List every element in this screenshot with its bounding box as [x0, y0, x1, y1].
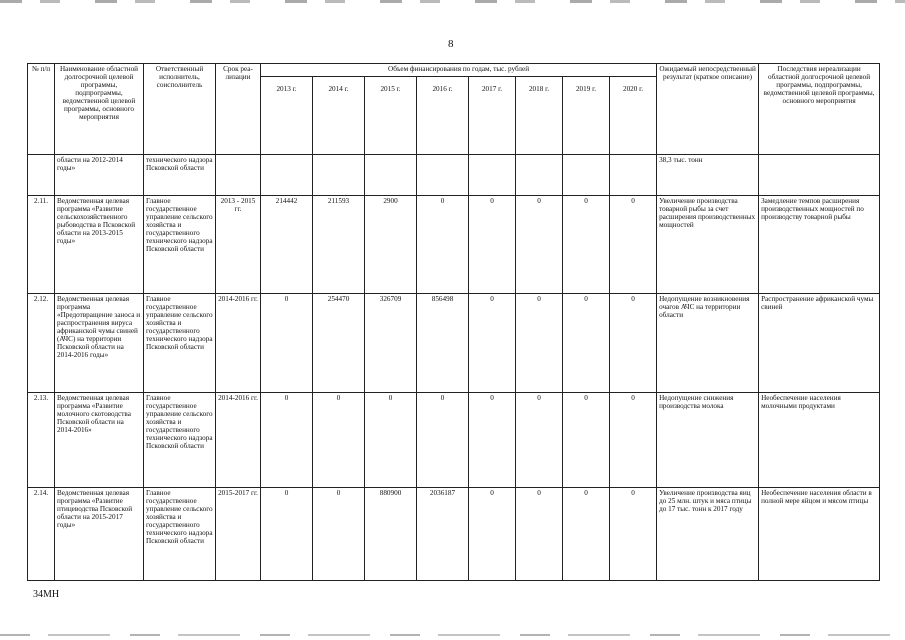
scan-artifact-bottom	[0, 634, 905, 636]
cell-value	[365, 155, 417, 196]
page-number: 8	[448, 38, 454, 50]
cell-value: 0	[469, 294, 516, 393]
cell-value: 2900	[365, 196, 417, 294]
header-year: 2019 г.	[563, 77, 610, 155]
cell-period: 2015-2017 гг.	[216, 488, 261, 581]
cell-value: 0	[610, 393, 657, 488]
cell-value: 2036187	[417, 488, 469, 581]
cell-value	[563, 155, 610, 196]
cell-value	[516, 155, 563, 196]
cell-period: 2014-2016 гг.	[216, 294, 261, 393]
cell-no	[28, 155, 55, 196]
cell-value	[313, 155, 365, 196]
cell-period	[216, 155, 261, 196]
cell-value: 254470	[313, 294, 365, 393]
cell-value: 0	[365, 393, 417, 488]
cell-value: 0	[417, 196, 469, 294]
cell-result: Недопущение возникновения очагов АЧС на территории области	[657, 294, 759, 393]
header-executor: Ответственный исполнитель, соисполнитель	[144, 64, 216, 155]
header-year: 2020 г.	[610, 77, 657, 155]
cell-result: Увеличение производства товарной рыбы за счет расширения производственных мощностей	[657, 196, 759, 294]
header-name: Наименование областной долгосрочной целевой программы, подпрограммы, ведомственной целевой программы, основного мероприятия	[55, 64, 144, 155]
cell-value: 0	[469, 196, 516, 294]
cell-value: 0	[469, 393, 516, 488]
header-consequences: Последствия нереализации областной долгосрочной целевой программы, подпрограммы, ведомственной целевой программы, основного мероприятия	[759, 64, 880, 155]
header-year: 2015 г.	[365, 77, 417, 155]
cell-value	[417, 155, 469, 196]
cell-value: 0	[516, 488, 563, 581]
table-row	[28, 196, 880, 294]
cell-value: 0	[313, 488, 365, 581]
cell-executor: Главное государственное управление сельского хозяйства и государственного технического надзора Псковской области	[144, 488, 216, 581]
cell-no: 2.12.	[28, 294, 55, 393]
cell-value: 0	[261, 294, 313, 393]
cell-executor: Главное государственное управление сельского хозяйства и государственного технического надзора Псковской области	[144, 393, 216, 488]
cell-period: 2013 - 2015 гг.	[216, 196, 261, 294]
header-financing: Объем финансирования по годам, тыс. рублей	[261, 64, 657, 77]
cell-executor: Главное государственное управление сельского хозяйства и государственного технического надзора Псковской области	[144, 294, 216, 393]
table-row-continuation	[28, 155, 880, 196]
scan-artifact-top	[0, 0, 905, 3]
cell-value: 0	[313, 393, 365, 488]
footer-code: 34МН	[33, 589, 60, 600]
cell-value: 856498	[417, 294, 469, 393]
cell-value: 326709	[365, 294, 417, 393]
cell-value	[610, 155, 657, 196]
cell-name: Ведомственная целевая программа «Развитие сельскохозяйственного рыбоводства в Псковской области на 2013-2015 годы»	[55, 196, 144, 294]
cell-value: 880900	[365, 488, 417, 581]
cell-name: Ведомственная целевая программа «Предотвращение заноса и распространения вируса африканской чумы свиней (АЧС) на территории Псковской области на 2014-2016 годы»	[55, 294, 144, 393]
header-year: 2018 г.	[516, 77, 563, 155]
cell-value: 0	[516, 294, 563, 393]
cell-value	[261, 155, 313, 196]
header-period: Срок реа-лизации	[216, 64, 261, 155]
cell-value: 214442	[261, 196, 313, 294]
cell-consequences: Замедление темпов расширения производственных мощностей по производству товарной рыбы	[759, 196, 880, 294]
cell-value: 0	[610, 488, 657, 581]
table-row	[28, 294, 880, 393]
header-result: Ожидаемый непосредственный результат (краткое описание)	[657, 64, 759, 155]
cell-no: 2.11.	[28, 196, 55, 294]
table-row	[28, 488, 880, 581]
financing-table	[27, 63, 880, 581]
cell-value: 0	[261, 488, 313, 581]
cell-executor: технического надзора Псковской области	[144, 155, 216, 196]
cell-value: 0	[516, 393, 563, 488]
header-no: № п/п	[28, 64, 55, 155]
cell-result: 38,3 тыс. тонн	[657, 155, 759, 196]
cell-consequences	[759, 155, 880, 196]
cell-no: 2.13.	[28, 393, 55, 488]
table-row	[28, 393, 880, 488]
cell-consequences: Необеспечение населения области в полной мере яйцом и мясом птицы	[759, 488, 880, 581]
header-year: 2016 г.	[417, 77, 469, 155]
cell-value: 0	[610, 294, 657, 393]
cell-name: Ведомственная целевая программа «Развитие птицеводства Псковской области на 2015-2017 годы»	[55, 488, 144, 581]
cell-value: 0	[261, 393, 313, 488]
cell-consequences: Необеспечение населения молочными продуктами	[759, 393, 880, 488]
cell-value: 0	[417, 393, 469, 488]
cell-value: 0	[563, 196, 610, 294]
cell-value: 0	[563, 393, 610, 488]
cell-consequences: Распространение африканской чумы свиней	[759, 294, 880, 393]
cell-value: 0	[469, 488, 516, 581]
header-year: 2014 г.	[313, 77, 365, 155]
cell-no: 2.14.	[28, 488, 55, 581]
cell-value: 0	[610, 196, 657, 294]
cell-value: 211593	[313, 196, 365, 294]
header-row-1	[28, 64, 880, 77]
cell-value: 0	[563, 294, 610, 393]
cell-name: области на 2012-2014 годы»	[55, 155, 144, 196]
cell-result: Недопущение снижения производства молока	[657, 393, 759, 488]
cell-period: 2014-2016 гг.	[216, 393, 261, 488]
cell-result: Увеличение производства яиц до 25 млн. штук и мяса птицы до 17 тыс. тонн к 2017 году	[657, 488, 759, 581]
header-year: 2013 г.	[261, 77, 313, 155]
cell-value: 0	[563, 488, 610, 581]
cell-value: 0	[516, 196, 563, 294]
cell-value	[469, 155, 516, 196]
cell-name: Ведомственная целевая программа «Развитие молочного скотоводства Псковской области на 2014-2016»	[55, 393, 144, 488]
cell-executor: Главное государственное управление сельского хозяйства и государственного технического надзора Псковской области	[144, 196, 216, 294]
header-year: 2017 г.	[469, 77, 516, 155]
